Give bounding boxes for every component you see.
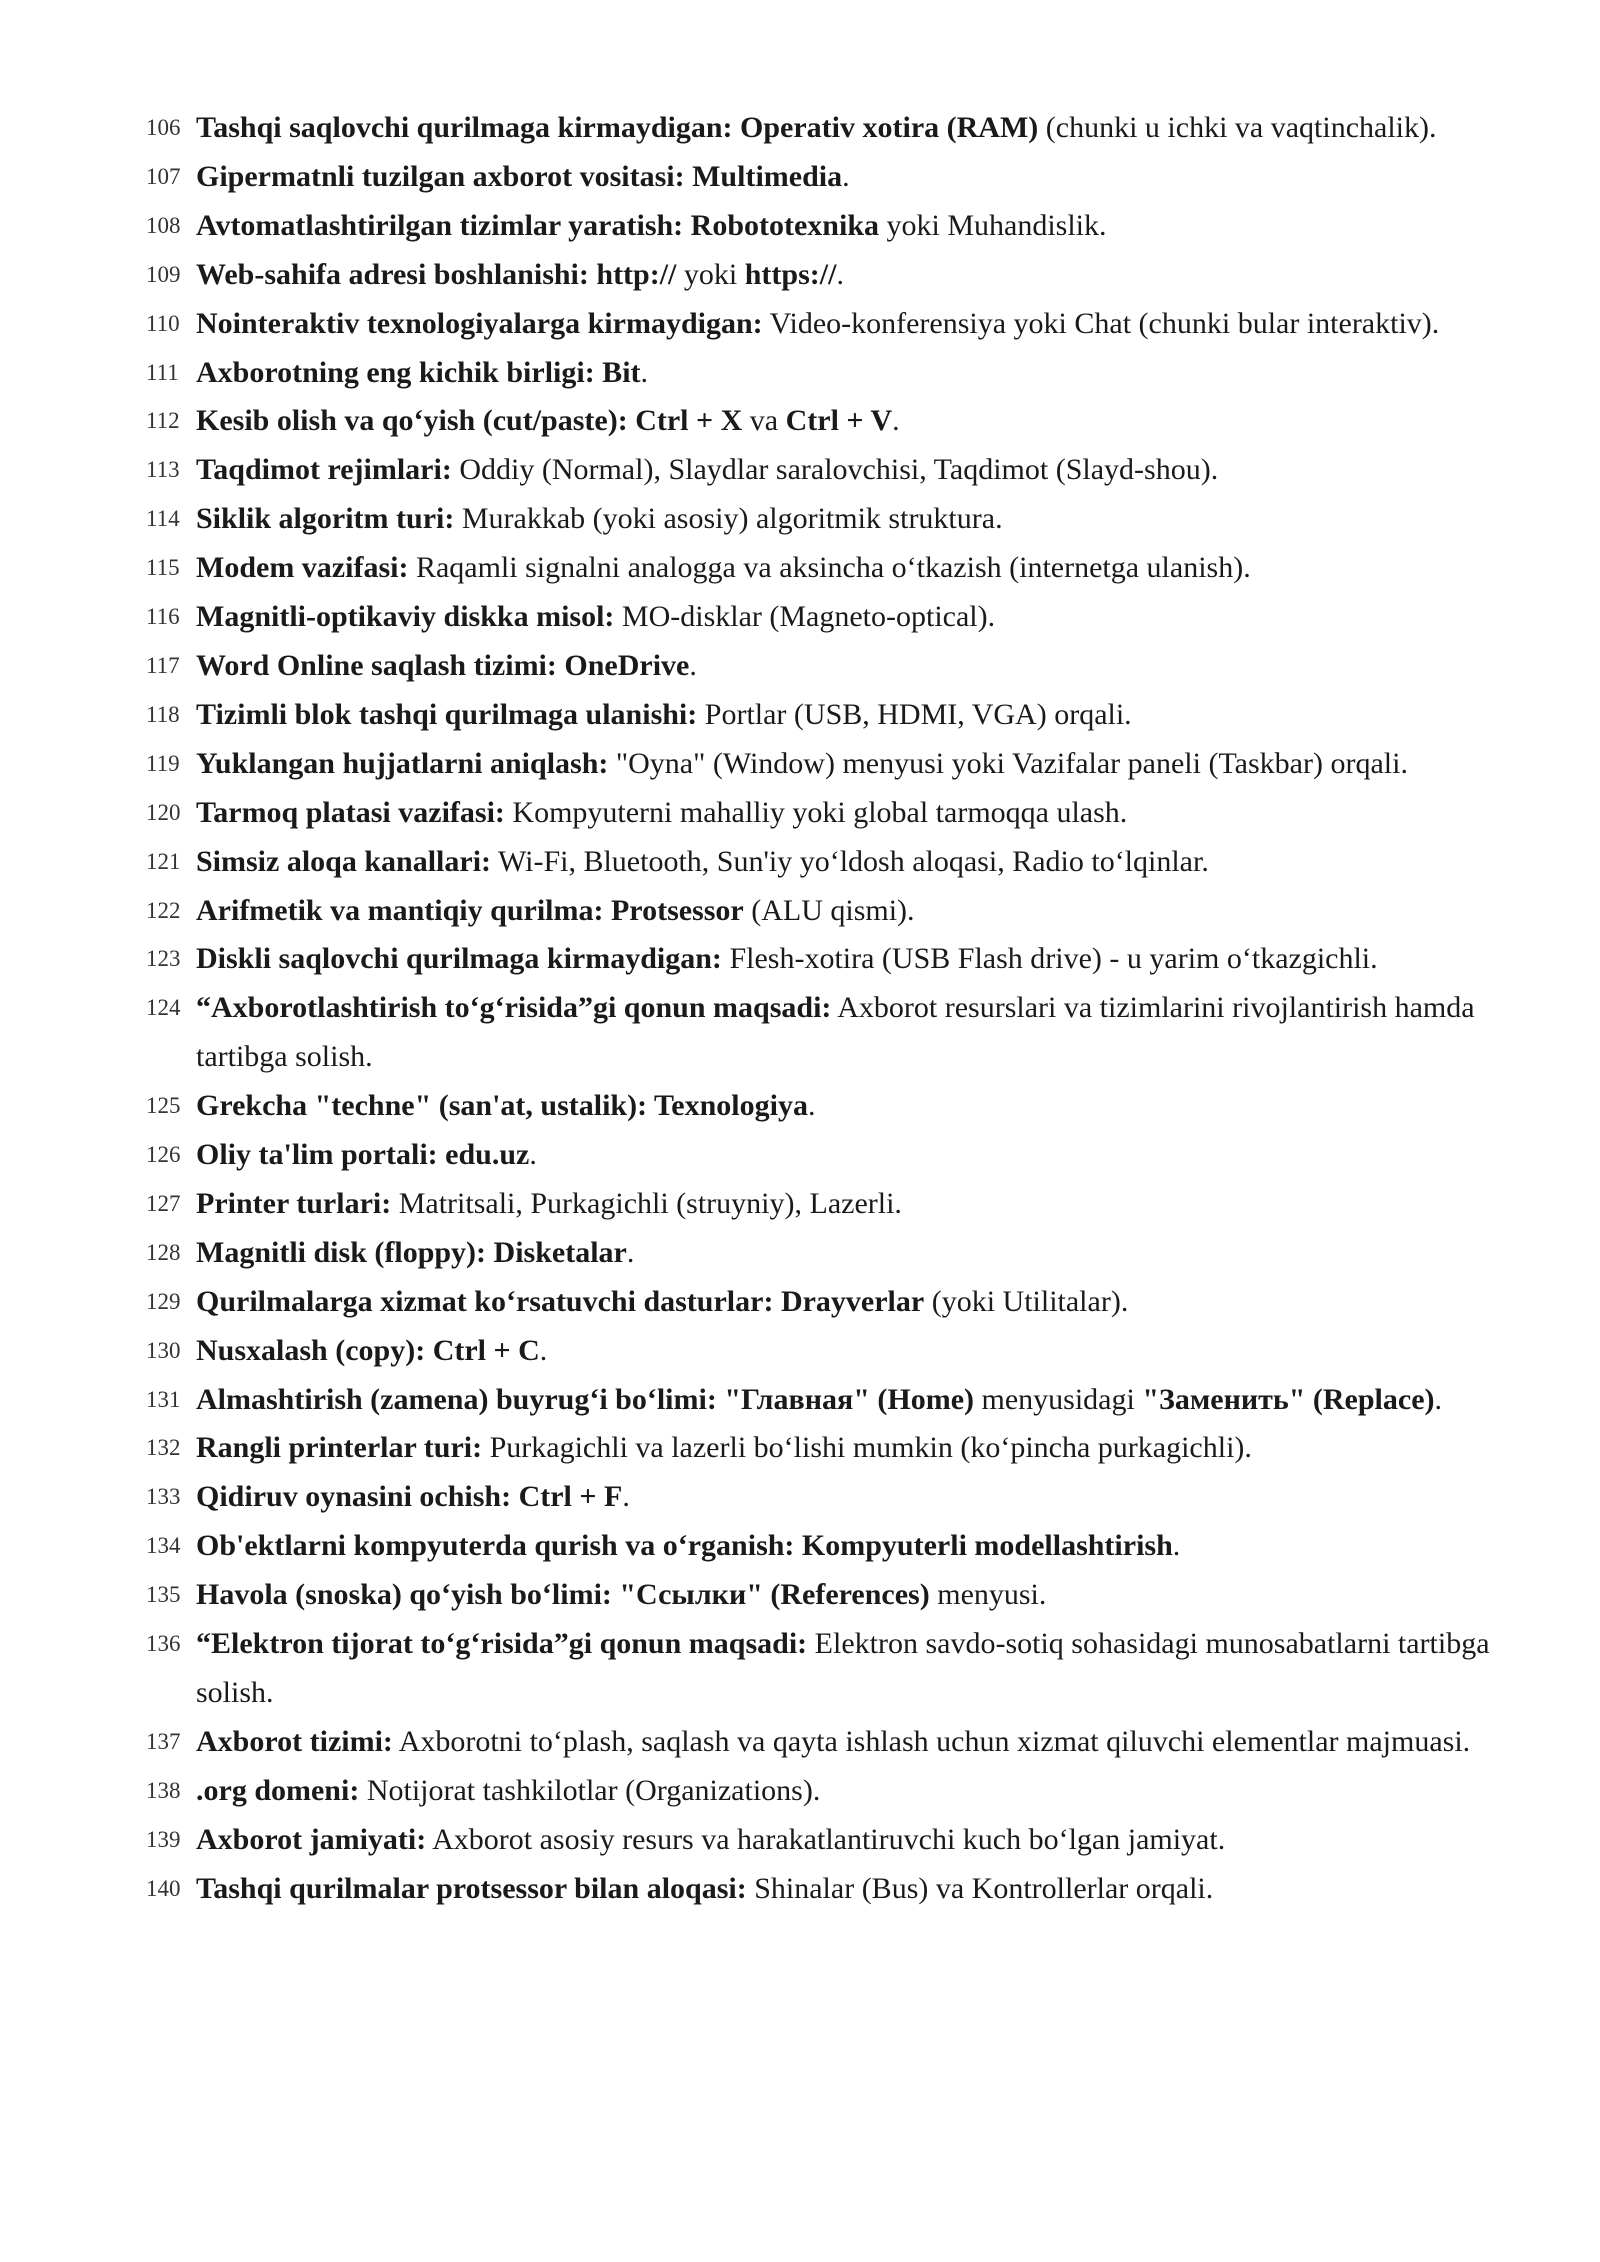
- item-bold-text: Gipermatnli tuzilgan axborot vositasi: Multimedia: [196, 159, 843, 193]
- item-text: yoki Muhandislik.: [879, 208, 1107, 242]
- numbered-list: [146, 104, 1506, 1914]
- item-bold-text: Magnitli disk (floppy): Disketalar: [196, 1235, 627, 1269]
- item-number: 113: [146, 457, 180, 483]
- item-text: "Oyna" (Window) menyusi yoki Vazifalar paneli (Taskbar) orqali.: [608, 746, 1408, 780]
- item-text: Portlar (USB, HDMI, VGA) orqali.: [697, 697, 1132, 731]
- item-bold-text: "Заменить" (Replace): [1142, 1382, 1435, 1416]
- item-number: 139: [146, 1826, 181, 1852]
- item-bold-text: Qurilmalarga xizmat ko‘rsatuvchi dasturlar: Drayverlar: [196, 1284, 925, 1318]
- list-item: [146, 300, 1506, 349]
- item-number: 132: [146, 1435, 181, 1461]
- item-number: 114: [146, 506, 180, 532]
- list-item: [146, 1229, 1506, 1278]
- list-item: [146, 1767, 1506, 1816]
- item-text: Shinalar (Bus) va Kontrollerlar orqali.: [746, 1871, 1214, 1905]
- item-bold-text: Tashqi qurilmalar protsessor bilan aloqasi:: [196, 1871, 747, 1905]
- item-text: Purkagichli va lazerli bo‘lishi mumkin (ko‘pincha purkagichli).: [482, 1431, 1252, 1465]
- item-bold-text: Almashtirish (zamena) buyrug‘i bo‘limi: "Главная" (Home): [196, 1382, 975, 1416]
- item-text: Axborot resurslari va tizimlarini rivojlantirish hamda tartibga solish.: [196, 991, 1475, 1074]
- item-number: 118: [146, 701, 180, 727]
- item-text: Murakkab (yoki asosiy) algoritmik struktura.: [454, 502, 1003, 536]
- item-text: MO-disklar (Magneto-optical).: [614, 600, 996, 634]
- item-text: .: [689, 648, 697, 682]
- list-item: [146, 1278, 1506, 1327]
- item-text: .: [842, 159, 850, 193]
- list-item: [146, 153, 1506, 202]
- item-text: Flesh-xotira (USB Flash drive) - u yarim o‘tkazgichli.: [721, 942, 1378, 976]
- item-number: 126: [146, 1142, 181, 1168]
- item-bold-text: Avtomatlashtirilgan tizimlar yaratish: Robototexnika: [196, 208, 880, 242]
- item-number: 138: [146, 1777, 181, 1803]
- item-text: va: [742, 404, 786, 438]
- item-bold-text: Taqdimot rejimlari:: [196, 453, 452, 487]
- item-text: .: [807, 1089, 816, 1123]
- item-text: .: [1172, 1529, 1181, 1563]
- item-number: 140: [146, 1875, 181, 1901]
- list-item: [146, 397, 1506, 446]
- item-bold-text: Tarmoq platasi vazifasi:: [196, 795, 505, 829]
- list-item: [146, 838, 1506, 887]
- item-bold-text: Axborotning eng kichik birligi: Bit: [196, 355, 641, 389]
- list-item: [146, 1718, 1506, 1767]
- item-text: .: [539, 1333, 548, 1367]
- item-bold-text: Oliy ta'lim portali: edu.uz: [196, 1138, 530, 1172]
- list-item: [146, 1082, 1506, 1131]
- item-number: 122: [146, 897, 181, 923]
- item-bold-text: Qidiruv oynasini ochish: Ctrl + F: [196, 1480, 623, 1514]
- item-text: yoki: [676, 257, 745, 291]
- item-text: menyusi.: [929, 1578, 1047, 1612]
- item-bold-text: Tizimli blok tashqi qurilmaga ulanishi:: [196, 697, 698, 731]
- item-text: .: [640, 355, 649, 389]
- item-number: 128: [146, 1239, 181, 1265]
- item-text: (ALU qismi).: [743, 893, 915, 927]
- item-bold-text: Axborot tizimi:: [196, 1724, 393, 1758]
- item-number: 131: [146, 1386, 181, 1412]
- list-item: [146, 593, 1506, 642]
- list-item: [146, 984, 1506, 1082]
- item-text: Kompyuterni mahalliy yoki global tarmoqqa ulash.: [504, 795, 1128, 829]
- list-item: [146, 1180, 1506, 1229]
- item-bold-text: Arifmetik va mantiqiy qurilma: Protsessor: [196, 893, 744, 927]
- item-number: 107: [146, 163, 181, 189]
- item-number: 121: [146, 848, 181, 874]
- list-item: [146, 740, 1506, 789]
- item-text: Axborotni to‘plash, saqlash va qayta ishlash uchun xizmat qiluvchi elementlar majmuasi.: [392, 1724, 1471, 1758]
- item-bold-text: Magnitli-optikaviy diskka misol:: [196, 600, 615, 634]
- item-number: 129: [146, 1288, 181, 1314]
- item-text: .: [892, 404, 900, 438]
- item-number: 117: [146, 652, 180, 678]
- list-item: [146, 544, 1506, 593]
- item-text: Raqamli signalni analogga va aksincha o‘tkazish (internetga ulanish).: [408, 551, 1251, 585]
- list-item: [146, 691, 1506, 740]
- item-bold-text: “Axborotlashtirish to‘g‘risida”gi qonun maqsadi:: [196, 991, 832, 1025]
- item-text: (yoki Utilitalar).: [924, 1284, 1129, 1318]
- item-bold-text: https://: [744, 257, 837, 291]
- list-item: [146, 1327, 1506, 1376]
- item-text: .: [626, 1235, 635, 1269]
- list-item: [146, 1620, 1506, 1718]
- item-text: Wi-Fi, Bluetooth, Sun'iy yo‘ldosh aloqasi, Radio to‘lqinlar.: [491, 844, 1209, 878]
- item-number: 110: [146, 310, 180, 336]
- item-text: (chunki u ichki va vaqtinchalik).: [1038, 111, 1437, 144]
- item-bold-text: Simsiz aloqa kanallari:: [196, 844, 492, 878]
- list-item: [146, 887, 1506, 936]
- item-text: menyusidagi: [974, 1382, 1143, 1416]
- list-item: [146, 1865, 1506, 1914]
- item-bold-text: Diskli saqlovchi qurilmaga kirmaydigan:: [196, 942, 722, 976]
- item-number: 137: [146, 1728, 181, 1754]
- item-text: Elektron savdo-sotiq sohasidagi munosabatlarni tartibga solish.: [196, 1627, 1490, 1709]
- list-item: [146, 495, 1506, 544]
- list-item: [146, 1571, 1506, 1620]
- item-number: 119: [146, 750, 180, 776]
- item-bold-text: Ctrl + V: [785, 404, 893, 438]
- item-bold-text: Siklik algoritm turi:: [196, 502, 455, 536]
- item-number: 111: [146, 359, 179, 385]
- list-item: [146, 202, 1506, 251]
- list-item: [146, 1816, 1506, 1865]
- item-bold-text: Rangli printerlar turi:: [196, 1431, 483, 1465]
- item-number: 136: [146, 1631, 181, 1657]
- item-number: 115: [146, 555, 180, 581]
- item-bold-text: Yuklangan hujjatlarni aniqlash:: [196, 746, 609, 780]
- item-text: Notijorat tashkilotlar (Organizations).: [359, 1773, 821, 1807]
- item-number: 112: [146, 408, 180, 434]
- item-text: .: [836, 257, 844, 291]
- item-number: 120: [146, 799, 181, 825]
- item-bold-text: Printer turlari:: [196, 1186, 392, 1220]
- list-item: [146, 789, 1506, 838]
- item-text: Matritsali, Purkagichli (struyniy), Lazerli.: [391, 1186, 902, 1220]
- item-bold-text: Grekcha "techne" (san'at, ustalik): Texnologiya: [196, 1089, 808, 1123]
- item-text: .: [1434, 1382, 1443, 1416]
- item-number: 116: [146, 604, 180, 630]
- item-bold-text: Kesib olish va qo‘yish (cut/paste): Ctrl + X: [196, 404, 743, 438]
- item-bold-text: Tashqi saqlovchi qurilmaga kirmaydigan: Operativ xotira (RAM): [196, 111, 1039, 144]
- item-number: 123: [146, 946, 181, 972]
- list-item: [146, 935, 1506, 984]
- item-bold-text: Ob'ektlarni kompyuterda qurish va o‘rganish: Kompyuterli modellashtirish: [196, 1529, 1173, 1563]
- item-number: 109: [146, 261, 181, 287]
- item-text: .: [529, 1138, 537, 1172]
- item-text: Video-konferensiya yoki Chat (chunki bular interaktiv).: [762, 306, 1440, 340]
- item-bold-text: Word Online saqlash tizimi: OneDrive: [196, 648, 690, 682]
- item-bold-text: “Elektron tijorat to‘g‘risida”gi qonun maqsadi:: [196, 1627, 808, 1661]
- item-number: 124: [146, 995, 181, 1021]
- item-number: 106: [146, 115, 181, 140]
- list-item: [146, 1473, 1506, 1522]
- item-text: Oddiy (Normal), Slaydlar saralovchisi, Taqdimot (Slayd-shou).: [451, 453, 1219, 487]
- list-item: [146, 1376, 1506, 1425]
- item-text: .: [622, 1480, 630, 1514]
- list-item: [146, 446, 1506, 495]
- item-bold-text: Web-sahifa adresi boshlanishi: http://: [196, 257, 677, 291]
- item-text: Axborot asosiy resurs va harakatlantiruvchi kuch bo‘lgan jamiyat.: [426, 1822, 1226, 1856]
- item-bold-text: Nusxalash (copy): Ctrl + C: [196, 1333, 540, 1367]
- list-item: [146, 104, 1506, 153]
- item-number: 125: [146, 1093, 181, 1119]
- item-number: 108: [146, 212, 181, 238]
- list-item: [146, 251, 1506, 300]
- item-number: 134: [146, 1533, 181, 1559]
- list-item: [146, 1131, 1506, 1180]
- item-number: 135: [146, 1582, 181, 1608]
- list-item: [146, 349, 1506, 398]
- item-bold-text: Havola (snoska) qo‘yish bo‘limi: "Ссылки" (References): [196, 1578, 930, 1612]
- item-number: 133: [146, 1484, 181, 1510]
- item-bold-text: .org domeni:: [196, 1773, 360, 1807]
- list-item: [146, 1522, 1506, 1571]
- list-item: [146, 1424, 1506, 1473]
- item-bold-text: Axborot jamiyati:: [196, 1822, 427, 1856]
- item-bold-text: Nointeraktiv texnologiyalarga kirmaydigan:: [196, 306, 763, 340]
- item-number: 127: [146, 1190, 181, 1216]
- list-item: [146, 642, 1506, 691]
- item-bold-text: Modem vazifasi:: [196, 551, 409, 585]
- item-number: 130: [146, 1337, 181, 1363]
